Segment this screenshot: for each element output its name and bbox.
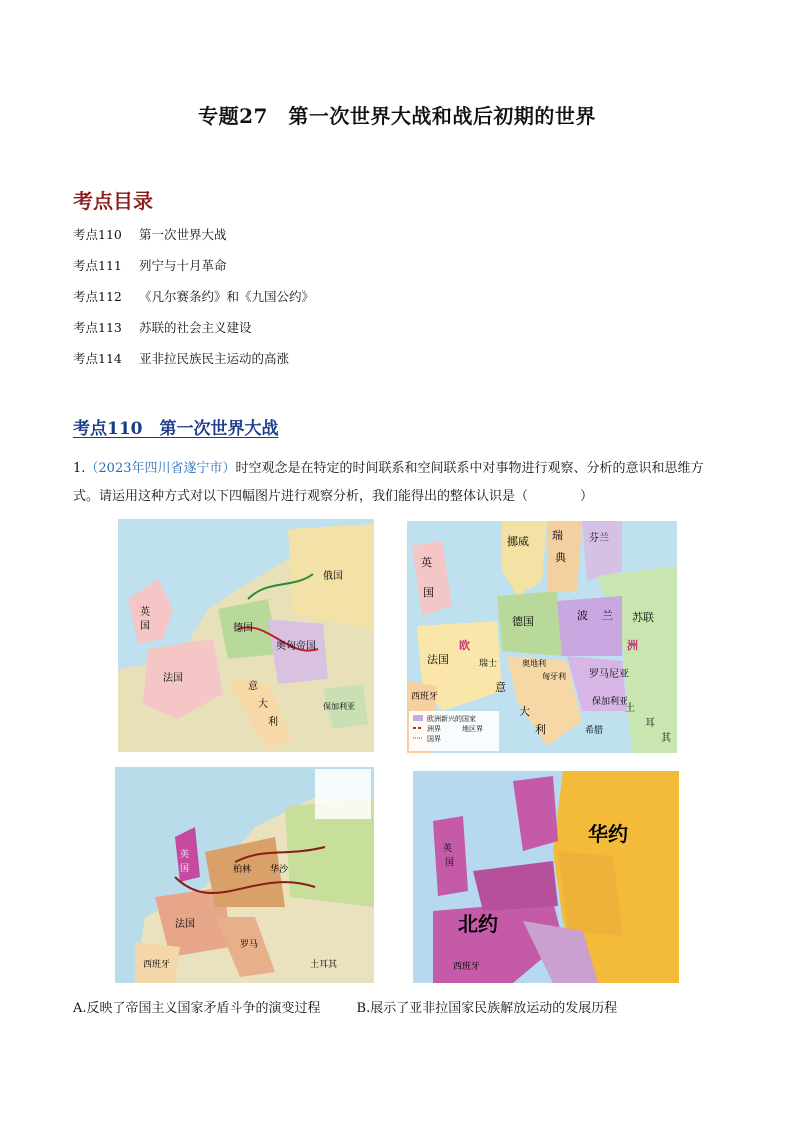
map2-label: 希腊 xyxy=(585,726,604,736)
toc-item[interactable] xyxy=(73,320,314,351)
map1-label: 大 xyxy=(258,699,268,710)
map1-label: 利 xyxy=(268,717,278,728)
toc-item[interactable] xyxy=(73,351,314,382)
map2-label: 奥地利 xyxy=(522,659,546,668)
section-heading: 考点110 第一次世界大战 xyxy=(73,419,279,439)
toc-list xyxy=(73,227,314,382)
map1-label: 俄国 xyxy=(323,571,343,582)
map2-label: 西班牙 xyxy=(411,692,439,702)
toc-item-number: 考点110 xyxy=(73,227,122,242)
toc-item-number: 考点112 xyxy=(73,289,122,304)
toc-item[interactable] xyxy=(73,227,314,258)
option-b[interactable] xyxy=(357,997,618,1016)
map1-label: 德国 xyxy=(233,623,253,634)
map2-label: 匈牙利 xyxy=(542,672,566,681)
map3-label: 法国 xyxy=(175,919,195,930)
question-source: （2023年四川省遂宁市） xyxy=(85,461,236,476)
option-text: 反映了帝国主义国家矛盾斗争的演变过程 xyxy=(86,1001,321,1016)
map1-label: 保加利亚 xyxy=(323,702,355,711)
map2-label: 英 xyxy=(421,556,432,569)
map3-label: 土耳其 xyxy=(310,960,338,970)
map1-label: 奥匈帝国 xyxy=(276,641,316,652)
map4-label-warsaw-pact: 华约 xyxy=(588,822,628,846)
map2-label: 挪威 xyxy=(507,535,529,548)
map3-label: 柏林 xyxy=(233,865,252,875)
map2-label: 瑞士 xyxy=(479,659,498,669)
map2-label: 意 xyxy=(495,681,506,694)
map2-legend-item: 欧洲新兴的国家 xyxy=(427,715,476,723)
map2-legend-item: 国界 xyxy=(427,735,441,743)
map2-legend-item: 洲界 xyxy=(427,725,441,733)
map2-label: 芬兰 xyxy=(589,533,609,544)
map4-label: 英 xyxy=(443,844,453,854)
map-coldwar-europe xyxy=(413,771,679,983)
map-wwii-europe xyxy=(115,767,374,983)
toc-item-text: 第一次世界大战 xyxy=(139,227,227,242)
question-number: 1. xyxy=(73,461,86,476)
toc-item-text: 苏联的社会主义建设 xyxy=(139,320,252,335)
map3-label: 西班牙 xyxy=(143,960,171,970)
map2-label: 波 xyxy=(577,609,588,622)
map3-label: 罗马 xyxy=(240,940,259,950)
toc-item-text: 列宁与十月革命 xyxy=(139,258,227,273)
map2-label: 兰 xyxy=(602,609,613,622)
map2-label: 德国 xyxy=(512,615,534,628)
map1-label: 法国 xyxy=(163,673,183,684)
map4-label: 国 xyxy=(445,858,455,868)
map2-label: 土 xyxy=(625,703,635,714)
map-postwar-europe xyxy=(407,521,677,753)
map-wwi-europe xyxy=(118,519,374,752)
answer-options xyxy=(73,997,723,1016)
map2-label: 瑞 xyxy=(552,529,563,542)
map3-label: 英 xyxy=(180,850,190,860)
map1-label: 意 xyxy=(248,681,258,692)
toc-item[interactable] xyxy=(73,258,314,289)
option-a[interactable] xyxy=(73,997,321,1016)
toc-item-number: 考点114 xyxy=(73,351,122,366)
map2-label: 苏联 xyxy=(632,611,654,624)
map1-label: 英 xyxy=(140,607,150,618)
document-title: 专题27 第一次世界大战和战后初期的世界 xyxy=(198,104,596,128)
map2-label: 洲 xyxy=(627,639,638,652)
option-letter: B. xyxy=(356,1001,371,1016)
map4-label: 西班牙 xyxy=(453,962,481,972)
map3-label: 国 xyxy=(180,864,190,874)
map2-label: 其 xyxy=(661,733,671,744)
toc-item-number: 考点113 xyxy=(73,320,122,335)
toc-item-number: 考点111 xyxy=(73,258,122,273)
map2-label: 典 xyxy=(555,551,566,564)
question-text: 时空观念是在特定的时间联系和空间联系中对事物进行观察、分析的意识和思维方式。请运用这种方式对以下四幅图片进行观察分析，我们能得出的整体认识是（ ） xyxy=(73,461,704,504)
option-letter: A. xyxy=(73,1001,87,1016)
map2-label: 利 xyxy=(535,723,546,736)
map2-label: 保加利亚 xyxy=(592,697,629,707)
option-text: 展示了亚非拉国家民族解放运动的发展历程 xyxy=(370,1001,618,1016)
question-1 xyxy=(73,455,723,511)
toc-item[interactable] xyxy=(73,289,314,320)
map2-label: 耳 xyxy=(645,718,655,729)
map2-label: 大 xyxy=(519,705,530,718)
toc-item-text: 《凡尔赛条约》和《九国公约》 xyxy=(139,289,315,304)
map2-label: 欧 xyxy=(459,639,470,652)
toc-item-text: 亚非拉民族民主运动的高涨 xyxy=(139,351,290,366)
map2-label: 罗马尼亚 xyxy=(589,669,629,680)
map2-label: 法国 xyxy=(427,653,449,666)
map2-legend-item: 地区界 xyxy=(462,725,483,733)
toc-heading: 考点目录 xyxy=(73,189,153,213)
map2-label: 国 xyxy=(423,586,434,599)
map1-label: 国 xyxy=(140,621,150,632)
map3-label: 华沙 xyxy=(270,865,289,875)
map4-label-nato: 北约 xyxy=(458,912,498,936)
